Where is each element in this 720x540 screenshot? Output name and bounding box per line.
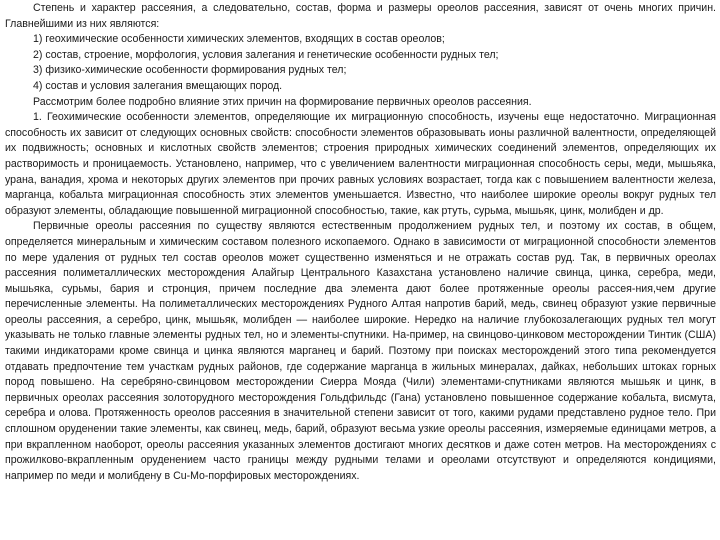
list-item-2: 2) состав, строение, морфология, условия залегания и генетические особенности рудных тел; bbox=[33, 48, 499, 61]
document-page bbox=[5, 1, 716, 484]
list-item-1: 1) геохимические особенности химических элементов, входящих в состав ореолов; bbox=[33, 33, 445, 46]
list-item-4: 4) состав и условия залегания вмещающих пород. bbox=[33, 79, 283, 92]
list-item-3: 3) физико-химические особенности формирования рудных тел; bbox=[33, 64, 347, 77]
primary-halos-paragraph: Первичные ореолы рассеяния по существу являются естественным продолжением рудных тел, и поэтому их состав, в общем, определяется минеральным и химическим составом полезного ископаемого. Однако в зависимости от миграционной способности элементов по мере удаления от рудных тел состав ореолов может существенно изменяться и не отражать состав руд. Так, в первичных ореолах рассеяния полиметаллических месторождения Алайгыр Центрального Казахстана установлено наличие свинца, цинка, серебра, меди, мышьяка, сурьмы, бария и стронция, причем последние два элемента дают более протяженные ореолы рассея-ния,чем другие перечисленные элементы. На полиметаллических месторождениях Рудного Алтая напротив барий, медь, свинец образуют узкие первичные ореолы рассеяния, а серебро, цинк, мышьяк, молибден — наиболее широкие. Нередко на наличие глубокозалегающих рудных тел могут указывать не только главные элементы рудных тел, но и элементы-спутники. На-пример, на свинцово-цинковом месторождении Тинтик (США) такими индикаторами кроме свинца и цинка являются марганец и барий. Поэтому при поисках месторождений этого типа рекомендуется отдавать предпочтение тем участкам рудных районов, где содержание марганца в жильных минералах, дайках, небольших штоках горных пород повышено. На серебряно-свинцовом месторождении Сиерра Мояда (Чили) элементами-спутниками являются мышьяк и цинк, в первичных ореолах рассеяния золоторудного месторождения Гольдфильдс (Гана) установлено повышенное содержание кобальта, висмута, серебра и олова. Протяженность ореолов рассеяния в значительной степени зависит от того, какими рудами представлено рудное тело. При сплошном оруденении такие элементы, как свинец, медь, барий, образуют весьма узкие ореолы рассеяния, измеряемые единицами метров, а при вкрапленном наоборот, ореолы рассеяния указанных элементов достигают многих десятков и даже сотен метров. На месторождениях с прожилково-вкрапленным оруденением часто границы между рудными телами и ореолами отсутствуют и определяются кондициями, например по меди и молибдену в Cu-Mo-порфировых месторождениях. bbox=[5, 220, 716, 482]
geochemical-paragraph: 1. Геохимические особенности элементов, определяющие их миграционную способность, изучены еще недостаточно. Миграционная способность их зависит от следующих основных свойств: способности элементов образовывать ионы различной валентности, определяющей их подвижность; основных и кислотных свойств элементов; строения природных химических соединений элементов, определяющих их растворимость и проницаемость. Установлено, например, что с увеличением валентности миграционная способность серы, меди, мышьяка, урана, ванадия, хрома и некоторых других элементов при прочих равных условиях возрастает, тогда как с повышением валентности железа, марганца, кобальта миграционная способность этих элементов уменьшается. Известно, что наиболее широкие ореолы вокруг рудных тел образуют элементы, обладающие повышенной миграционной способностью, такие, как ртуть, сурьма, мышьяк, цинк, молибден и др. bbox=[5, 111, 716, 217]
consider-paragraph: Рассмотрим более подробно влияние этих причин на формирование первичных ореолов рассеяния. bbox=[33, 95, 532, 108]
intro-paragraph: Степень и характер рассеяния, а следовательно, состав, форма и размеры ореолов рассеяния, зависят от очень многих причин. Главнейшими из них являются: bbox=[5, 2, 716, 30]
